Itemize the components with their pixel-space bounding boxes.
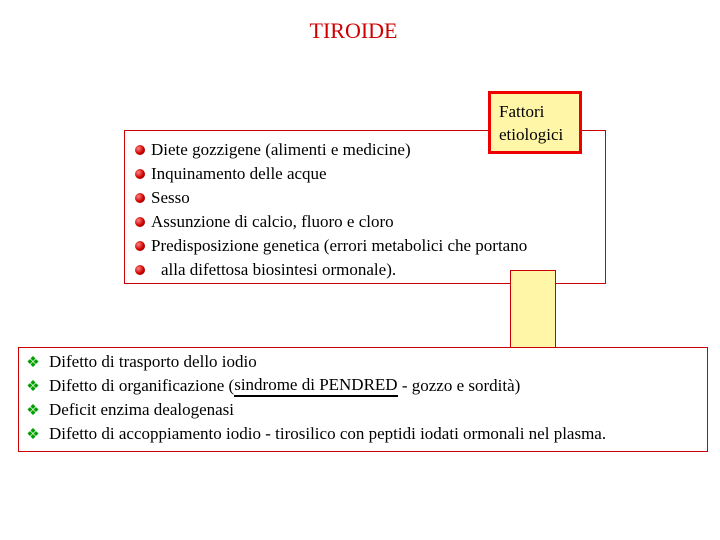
callout-line-1: Fattori	[499, 102, 545, 121]
list-item	[135, 186, 527, 210]
factor-text: Diete gozzigene (alimenti e medicine)	[151, 140, 411, 159]
pendred-link[interactable]: sindrome di PENDRED	[234, 375, 397, 397]
red-ball-bullet-icon	[135, 193, 145, 203]
red-ball-bullet-icon	[135, 145, 145, 155]
list-item	[135, 234, 527, 258]
diamond-bullet-icon: ❖	[26, 378, 40, 395]
list-item	[135, 258, 527, 282]
defect-text: Difetto di trasporto dello iodio	[49, 352, 257, 371]
factor-text: alla difettosa biosintesi ormonale).	[161, 260, 397, 279]
red-ball-bullet-icon	[135, 169, 145, 179]
defect-text: - gozzo e sordità)	[397, 376, 521, 395]
factor-text: Assunzione di calcio, fluoro e cloro	[151, 212, 394, 231]
list-item	[25, 398, 606, 422]
list-item	[135, 162, 527, 186]
diamond-bullet-icon: ❖	[26, 402, 40, 419]
factor-text: Predisposizione genetica (errori metabolici che portano	[151, 236, 528, 255]
factors-list	[135, 138, 527, 282]
defects-box	[18, 347, 708, 452]
red-ball-bullet-icon	[135, 265, 145, 275]
diamond-bullet-icon: ❖	[26, 426, 40, 443]
list-item	[135, 210, 527, 234]
list-item	[25, 350, 606, 374]
list-item	[25, 374, 606, 398]
list-item	[25, 422, 606, 446]
red-ball-bullet-icon	[135, 217, 145, 227]
list-item	[135, 138, 527, 162]
red-ball-bullet-icon	[135, 241, 145, 251]
fattori-etiologici-callout	[488, 91, 582, 154]
defects-list	[25, 350, 606, 446]
callout-line-2: etiologici	[499, 125, 564, 144]
defect-text: Deficit enzima dealogenasi	[49, 400, 235, 419]
diamond-bullet-icon: ❖	[26, 354, 40, 371]
factor-text: Sesso	[151, 188, 190, 207]
defect-text: Difetto di organificazione (	[49, 376, 235, 395]
page-title: TIROIDE	[309, 18, 398, 43]
defect-text: Difetto di accoppiamento iodio - tirosilico con peptidi iodati ormonali nel plasma.	[49, 424, 607, 443]
factor-text: Inquinamento delle acque	[151, 164, 327, 183]
